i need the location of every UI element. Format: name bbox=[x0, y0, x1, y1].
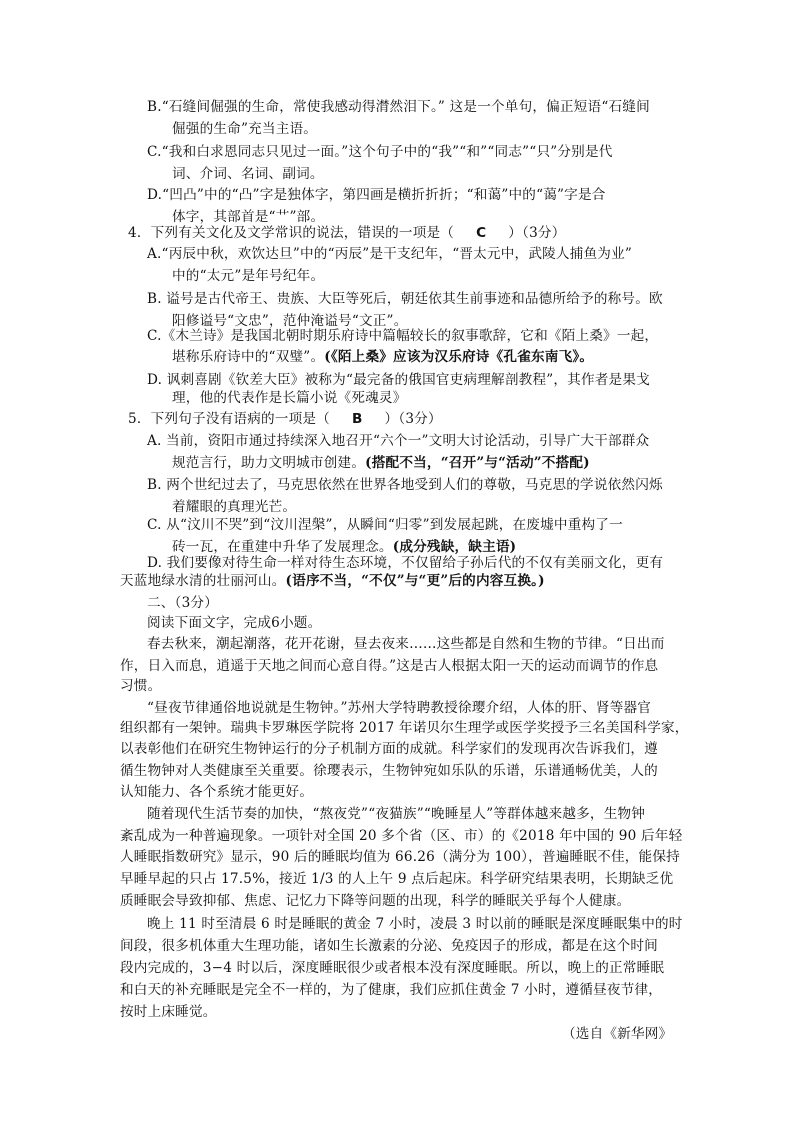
q5-option-b-line2: 着耀眼的真理光芒。 bbox=[172, 499, 297, 515]
passage-p2-line1: “昼夜节律通俗地说就是生物钟。”苏州大学特聘教授徐璎介绍，人体的肝、肾等器官 bbox=[147, 700, 652, 716]
passage-p4-line5: 按时上床睡觉。 bbox=[120, 1004, 217, 1020]
passage-p4-line2: 间段，很多机体重大生理功能，诸如生长激素的分泌、免疫因子的形成，都是在这个时间 bbox=[120, 938, 658, 954]
passage-p2-line3: 以表彰他们在研究生物钟运行的分子机制方面的成就。科学家们的发现再次告诉我们，遵 bbox=[120, 741, 658, 757]
passage-p3-line3: 人睡眠指数研究》显示，90 后的睡眠均值为 66.26（满分为 100），普遍睡眠不佳，能保持 bbox=[120, 849, 680, 865]
section-heading: 二、（3分） bbox=[147, 595, 219, 611]
q4-option-d-line1: D. 讽刺喜剧《钦差大臣》被称为“最完备的俄国官吏病理解剖教程”，其作者是果戈 bbox=[147, 372, 650, 388]
q5-stem-prefix: 5．下列句子没有语病的一项是（ bbox=[128, 411, 330, 427]
passage-source: （选自《新华网》 bbox=[562, 1026, 673, 1042]
q4-option-c-text: 堪称乐府诗中的“双璧”。 bbox=[172, 349, 325, 365]
q4-option-d-line2: 理，他的代表作是长篇小说《死魂灵》 bbox=[172, 390, 407, 406]
passage-p3-line1: 随着现代生活节奏的加快，“熬夜党”“夜猫族”“晚睡星人”等群体越来越多，生物钟 bbox=[147, 806, 646, 822]
passage-p4-line4: 和白天的补充睡眠是完全不一样的，为了健康，我们应抓住黄金 7 小时，遵循昼夜节律， bbox=[120, 982, 663, 998]
passage-p1-line2: 作，日入而息，逍遥于天地之间而心意自得。”这是古人根据太阳一天的运动而调节的作息 bbox=[120, 658, 659, 674]
q4-stem-suffix: ）（3分） bbox=[508, 225, 566, 241]
q4-option-b-line2: 阳修谥号“文忠”，范仲淹谥号“文正”。 bbox=[172, 313, 408, 329]
q3-option-b-line1: B.“石缝间倔强的生命，常使我感动得潸然泪下。” 这是一个单句，偏正短语“石缝间 bbox=[147, 99, 650, 115]
passage-p1-line1: 春去秋来，潮起潮落，花开花谢，昼去夜来……这些都是自然和生物的节律。“日出而 bbox=[147, 636, 665, 652]
q4-option-b-line1: B. 谥号是古代帝王、贵族、大臣等死后，朝廷依其生前事迹和品德所给予的称号。欧 bbox=[147, 291, 663, 307]
q5-stem bbox=[128, 408, 442, 430]
q5-answer: B bbox=[351, 411, 363, 427]
passage-p1-line3: 习惯。 bbox=[120, 678, 162, 694]
q5-option-c-text: 砖一瓦，在重建中升华了发展理念。 bbox=[172, 539, 393, 555]
q4-option-a-line1: A.“丙辰中秋，欢饮达旦”中的“丙辰”是干支纪年，“晋太元中，武陵人捕鱼为业” bbox=[147, 246, 633, 262]
q4-stem bbox=[128, 222, 566, 244]
q5-option-d-text: 天蓝地绿水清的壮丽河山。 bbox=[120, 573, 286, 589]
q4-option-a-line2: 中的“太元”是年号纪年。 bbox=[172, 268, 325, 284]
q5-stem-suffix: ）（3分） bbox=[384, 411, 442, 427]
passage-p2-line2: 组织都有一架钟。瑞典卡罗琳医学院将 2017 年诺贝尔生理学或医学奖授予三名美国科学家， bbox=[120, 720, 689, 736]
q5-option-c-note: (成分残缺，缺主语) bbox=[392, 539, 517, 555]
q3-option-d-line2: 体字，其部首是“艹”部。 bbox=[172, 209, 325, 225]
passage-p2-line5: 认知能力、各个系统才能更好。 bbox=[120, 784, 314, 800]
q5-option-d-line2 bbox=[120, 570, 545, 592]
q4-option-c-line1: C.《木兰诗》是我国北朝时期乐府诗中篇幅较长的叙事歌辞，它和《陌上桑》一起， bbox=[147, 328, 659, 344]
section-instruction: 阅读下面文字，完成6小题。 bbox=[147, 615, 322, 631]
passage-p3-line2: 紊乱成为一种普遍现象。一项针对全国 20 多个省（区、市）的《2018 年中国的 90 后年轻 bbox=[120, 828, 683, 844]
q5-option-a-line1: A. 当前，资阳市通过持续深入地召开“六个一”文明大讨论活动，引导广大干部群众 bbox=[147, 433, 650, 449]
q4-answer: C bbox=[476, 225, 487, 241]
q4-option-c-line2 bbox=[172, 346, 593, 368]
q4-stem-prefix: 4．下列有关文化及文学常识的说法，错误的一项是（ bbox=[128, 225, 455, 241]
q3-option-b-line2: 倔强的生命”充当主语。 bbox=[172, 121, 318, 137]
passage-p4-line3: 段内完成的，3−4 时以后，深度睡眠很少或者根本没有深度睡眠。所以，晚上的正常睡眠 bbox=[120, 960, 665, 976]
passage-p4-line1: 晚上 11 时至清晨 6 时是睡眠的黄金 7 小时，凌晨 3 时以前的睡眠是深度睡眠集中的时 bbox=[147, 916, 683, 932]
q3-option-d-line1: D.“凹凸”中的“凸”字是独体字，第四画是横折折折；“和蔼”中的“蔼”字是合 bbox=[147, 187, 606, 203]
passage-p3-line4: 早睡早起的只占 17.5%，接近 1/3 的人上午 9 点后起床。科学研究结果表明，长期缺乏优 bbox=[120, 871, 674, 887]
q5-option-c-line1: C. 从“汶川不哭”到“汶川涅槃”，从瞬间“归零”到发展起跳，在废墟中重构了一 bbox=[147, 517, 623, 533]
q5-option-b-line1: B. 两个世纪过去了，马克思依然在世界各地受到人们的尊敬，马克思的学说依然闪烁 bbox=[147, 477, 663, 493]
passage-p3-line5: 质睡眠会导致抑郁、焦虑、记忆力下降等问题的出现，科学的睡眠关乎每个人健康。 bbox=[120, 893, 631, 909]
q5-option-d-line1: D. 我们要像对待生命一样对待生态环境，不仅留给子孙后代的不仅有美丽文化，更有 bbox=[147, 555, 664, 571]
passage-p2-line4: 循生物钟对人类健康至关重要。徐璎表示，生物钟宛如乐队的乐谱，乐谱通畅优美，人的 bbox=[120, 763, 658, 779]
q3-option-c-line2: 词、介词、名词、副词。 bbox=[172, 166, 324, 182]
q5-option-a-line2 bbox=[172, 452, 590, 474]
q5-option-a-note: (搭配不当，“召开”与“活动”不搭配) bbox=[365, 455, 590, 471]
q5-option-d-note: (语序不当，“不仅”与“更”后的内容互换。) bbox=[285, 573, 545, 589]
q4-option-c-note: (《陌上桑》应该为汉乐府诗《孔雀东南飞》。 bbox=[324, 349, 594, 365]
q5-option-a-text: 规范言行，助力文明城市创建。 bbox=[172, 455, 366, 471]
q3-option-c-line1: C.“我和白求恩同志只见过一面。”这个句子中的“我”“和”“同志”“只”分别是代 bbox=[147, 144, 613, 160]
